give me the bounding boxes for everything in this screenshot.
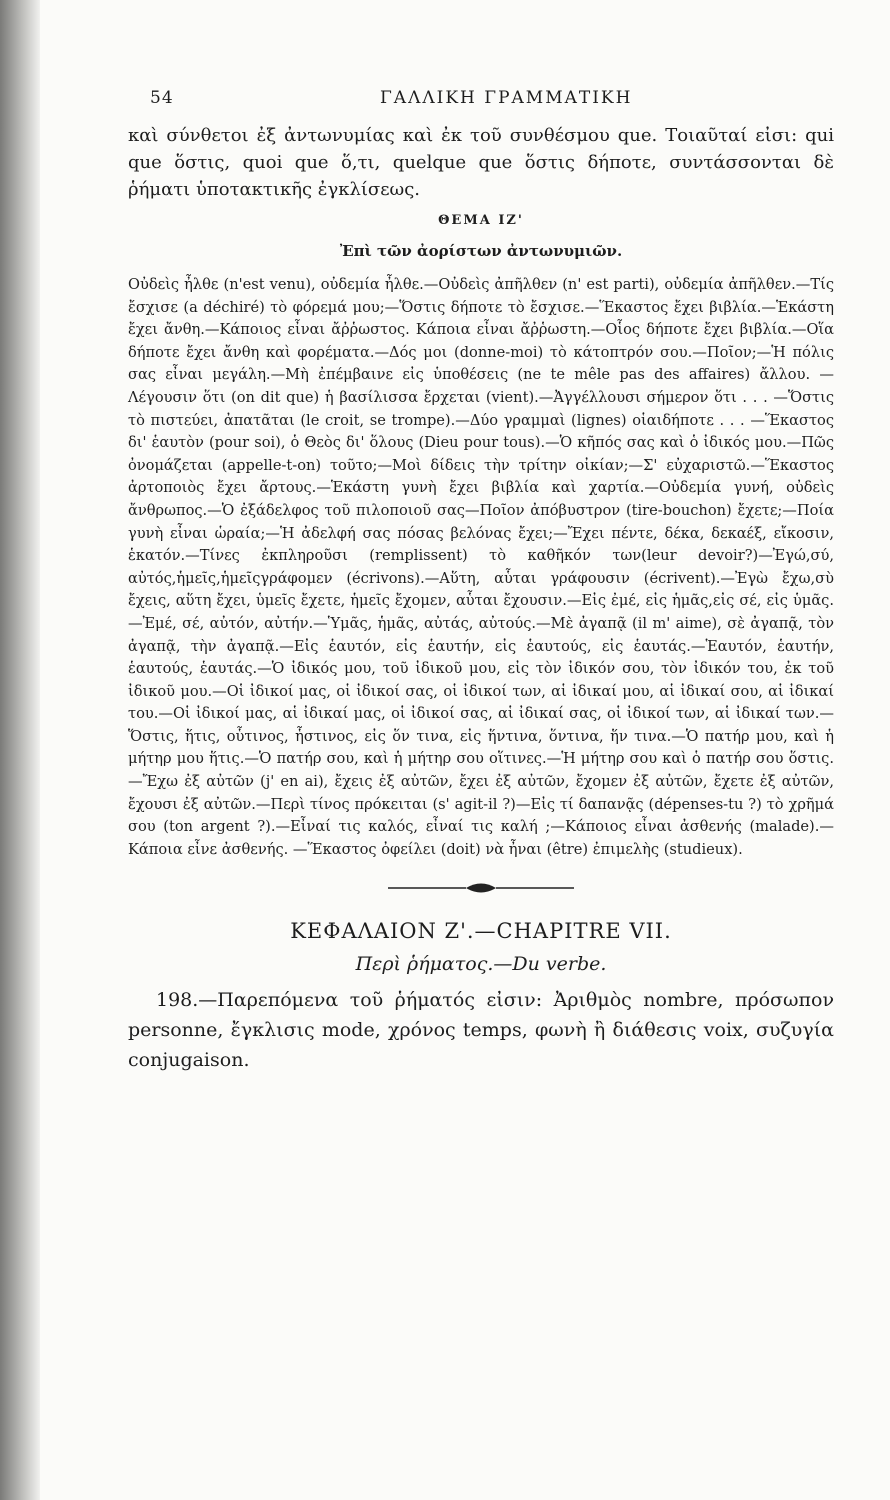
exercise-body: Οὐδεὶς ἦλθε (n'est venu), οὐδεμία ἦλθε.—Οὐδεὶς ἀπῆλθεν (n' est parti), οὐδεμία ἀπῆλθεν.—Τίς ἔσχισε (a déchiré) τὸ φόρεμά μου;—Ὅστις δήποτε τὸ ἔσχισε.—Ἕκαστος ἔχει βιβλία.—Ἑκάστη ἔχει ἄνθη.—Κάποιος εἶναι ἄῤῥωστος. Κάποια εἶναι ἄῤῥωστη.—Οἷος δήποτε ἔχει βιβλία.—Οἵα δήποτε ἔχει ἄνθη καὶ φορέματα.—Δός μοι (donne-moi) τὸ κάτοπτρόν σου.—Ποῖον;—Ἡ πόλις σας εἶναι μεγάλη.—Μὴ ἐπέμβαινε εἰς ὑποθέσεις (ne te mêle pas des affaires) ἄλλου. —Λέγουσιν ὅτι (on dit que) ἡ βασίλισσα ἔρχεται (vient).—Ἀγγέλλουσι σήμερον ὅτι . . . —Ὅστις τὸ πιστεύει, ἀπατᾶται (le croit, se trompe).—Δύο γραμμαὶ (lignes) οἱαιδήποτε . . . —Ἕκαστος δι' ἑαυτὸν (pour soi), ὁ Θεὸς δι' ὅλους (Dieu pour tous).—Ὁ κῆπός σας καὶ ὁ ἰδικός μου.—Πῶς ὀνομάζεται (appelle-t-on) τοῦτο;—Μοὶ δίδεις τὴν τρίτην οἰκίαν;—Σ' εὐχαριστῶ.—Ἕκαστος ἀρτοποιὸς ἔχει ἄρτους.—Ἑκάστη γυνὴ ἔχει βιβλία καὶ χαρτία.—Οὐδεμία γυνή, οὐδεὶς ἄνθρωπος.—Ὁ ἐξάδελφος τοῦ πιλοποιοῦ σας—Ποῖον ἀπόβυστρον (tire-bouchon) ἔχετε;—Ποία γυνὴ εἶναι ὡραία;—Ἡ ἀδελφή σας πόσας βελόνας ἔχει;—Ἔχει πέντε, δέκα, δεκαέξ, εἴκοσιν, ἑκατόν.—Τίνες ἐκπληροῦσι (remplissent) τὸ καθῆκόν των(leur devoir?)—Ἐγώ,σύ, αὐτός,ἡμεῖς,ἡμεῖςγράφομεν (écrivons).—Αὕτη, αὗται γράφουσιν (écrivent).—Ἐγὼ ἔχω,σὺ ἔχεις, αὕτη ἔχει, ὑμεῖς ἔχετε, ἡμεῖς ἔχομεν, αὗται ἔχουσιν.—Εἰς ἐμέ, εἰς ἡμᾶς,εἰς σέ, εἰς ὑμᾶς.—Ἐμέ, σέ, αὐτόν, αὐτήν.—Ὑμᾶς, ἡμᾶς, αὐτάς, αὐτούς.—Μὲ ἀγαπᾷ (il m' aime), σὲ ἀγαπᾷ, τὸν ἀγαπᾷ, τὴν ἀγαπᾷ.—Εἰς ἑαυτόν, εἰς ἑαυτήν, εἰς ἑαυτούς, εἰς ἑαυτάς.—Ἑαυτόν, ἑαυτήν, ἑαυτούς, ἑαυτάς.—Ὁ ἰδικός μου, τοῦ ἰδικοῦ μου, εἰς τὸν ἰδικόν σου, τὸν ἰδικόν του, ἐκ τοῦ ἰδικοῦ μου.—Οἱ ἰδικοί μας, οἱ ἰδικοί σας, οἱ ἰδικοί των, αἱ ἰδικαί μου, αἱ ἰδικαί σου, αἱ ἰδικαί του.—Οἱ ἰδικοί μας, αἱ ἰδικαί μας, οἱ ἰδικοί σας, αἱ ἰδικαί σας, οἱ ἰδικοί των, αἱ ἰδικαί των.—Ὅστις, ἥτις, οὗτινος, ἧστινος, εἰς ὅν τινα, εἰς ἥντινα, ὅντινα, ἥν τινα.—Ὁ πατήρ μου, καὶ ἡ μήτηρ μου ἥτις.—Ὁ πατήρ σου, καὶ ἡ μήτηρ σου οἵτινες.—Ἡ μήτηρ σου καὶ ὁ πατήρ σου ὅστις.—Ἔχω ἐξ αὐτῶν (j' en ai), ἔχεις ἐξ αὐτῶν, ἔχει ἐξ αὐτῶν, ἔχομεν ἐξ αὐτῶν, ἔχετε ἐξ αὐτῶν, ἔχουσι ἐξ αὐτῶν.—Περὶ τίνος πρόκειται (s' agit-il ?)—Εἰς τί δαπανᾷς (dépenses-tu ?) τὸ χρῆμά σου (ton argent ?).—Εἶναί τις καλός, εἶναί τις καλή ;—Κάποιος εἶναι ἀσθενής (malade).—Κάποια εἶνε ἀσθενής. —Ἕκαστος ὀφείλει (doit) νὰ ἦναι (être) ἐπιμελὴς (studieux). [128, 276, 834, 858]
chapter-subtitle: Περὶ ῥήματος.—Du verbe. [355, 953, 607, 976]
exercise-subtitle: Ἐπὶ τῶν ἀορίστων ἀντωνυμιῶν. [339, 242, 623, 260]
chapter-title: ΚΕΦΑΛΑΙΟΝ Ζ'.—CHAPITRE VII. [290, 919, 672, 944]
running-head [128, 88, 834, 116]
page-number: 54 [150, 88, 174, 108]
exercise-title: ΘΕΜΑ ΙΖ' [438, 213, 524, 228]
ornament-divider-icon [386, 881, 576, 895]
book-spine-shadow [0, 0, 40, 1500]
section-198: 198.—Παρεπόμενα τοῦ ῥήματός εἰσιν: Ἀριθμὸς nombre, πρόσωπον personne, ἔγκλισις mode, χρόνος temps, φωνὴ ἢ διάθεσις voix, συζυγία conjugaison. [128, 989, 834, 1072]
intro-paragraph: καὶ σύνθετοι ἐξ ἀντωνυμίας καὶ ἐκ τοῦ συνθέσμου que. Τοιαῦταί εἰσι: qui que ὅστις, quoi que ὅ,τι, quelque que ὅστις δήποτε, συντάσσονται δὲ ῥήματι ὑποτακτικῆς ἐγκλίσεως. [128, 125, 834, 200]
running-title: ΓΑΛΛΙΚΗ ΓΡΑΜΜΑΤΙΚΗ [380, 88, 633, 108]
